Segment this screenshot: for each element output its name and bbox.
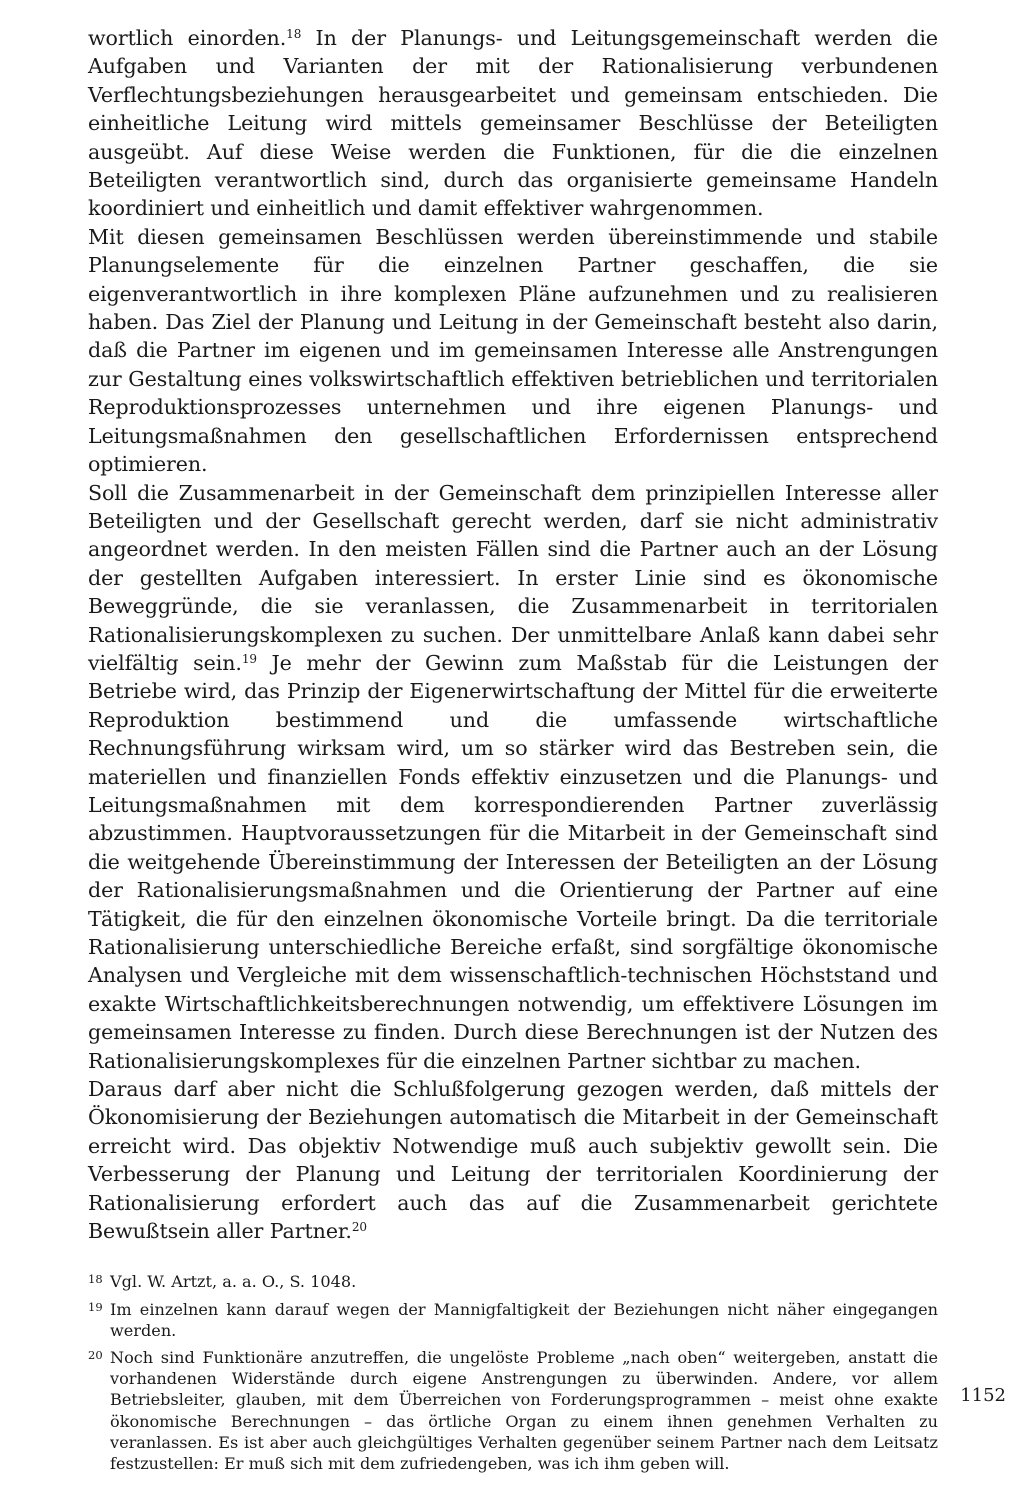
footnote-text: Im einzelnen kann darauf wegen der Mannigfaltigkeit der Beziehungen nicht näher eingegangen werden. [110,1299,938,1340]
footnotes [88,1271,938,1474]
paragraph-1 [88,24,938,223]
paragraph-3-text-b: Je mehr der Gewinn zum Maßstab für die Leistungen der Betriebe wird, das Prinzip der Eigenerwirtschaftung der Mittel für die erweiterte Reproduktion bestimmend und die umfassende wirtschaftliche Rechnungsführung wirksam wird, um so stärker wird das Bestreben sein, die materiellen und finanziellen Fonds effektiv einzusetzen und die Planungs- und Leitungsmaßnahmen mit dem korrespondierenden Partner zuverlässig abzustimmen. Hauptvoraussetzungen für die Mitarbeit in der Gemeinschaft sind die weitgehende Übereinstimmung der Interessen der Beteiligten an der Lösung der Rationalisierungsmaßnahmen und die Orientierung der Partner auf eine Tätigkeit, die für den einzelnen ökonomische Vorteile bringt. Da die territoriale Rationalisierung unterschiedliche Bereiche erfaßt, sind sorgfältige ökonomische Analysen und Vergleiche mit dem wissenschaftlich-technischen Höchststand und exakte Wirtschaftlichkeitsberechnungen notwendig, um effektivere Lösungen im gemeinsamen Interesse zu finden. Durch diese Berechnungen ist der Nutzen des Rationalisierungskomplexes für die einzelnen Partner sichtbar zu machen. [88,650,939,1073]
paragraph-3-text-a: Soll die Zusammenarbeit in der Gemeinschaft dem prinzipiellen Interesse aller Beteiligten und der Gesellschaft gerecht werden, darf sie nicht administrativ angeordnet werden. In den meisten Fällen sind die Partner auch an der Lösung der gestellten Aufgaben interessiert. In erster Linie sind es ökonomische Beweggründe, die sie veranlassen, die Zusammenarbeit in territorialen Rationalisierungskomplexen zu suchen. Der unmittelbare Anlaß kann dabei sehr vielfältig sein. [88,480,938,675]
body-text [88,24,938,1245]
page [88,24,938,1480]
footnote-ref-20: 20 [351,1220,367,1235]
paragraph-4-text: Daraus darf aber nicht die Schlußfolgerung gezogen werden, daß mittels der Ökonomisierung der Beziehungen automatisch die Mitarbeit in der Gemeinschaft erreicht wird. Das objektiv Notwendige muß auch subjektiv gewollt sein. Die Verbesserung der Planung und Leitung der territorialen Koordinierung der Rationalisierung erfordert auch das auf die Zusammenarbeit gerichtete Bewußtsein aller Partner. [88,1077,938,1244]
footnote-text: Noch sind Funktionäre anzutreffen, die ungelöste Probleme „nach oben“ weitergeben, anstatt die vorhandenen Widerstände durch eigene Anstrengungen zu überwinden. Andere, vor allem Betriebsleiter, glauben, mit dem Überreichen von Forderungsprogrammen – meist ohne exakte ökonomische Berechnungen – das örtliche Organ zu einem ihnen genehmen Verhalten zu veranlassen. Es ist aber auch gleichgültiges Verhalten gegenüber seinem Partner nach dem Leitsatz festzustellen: Er muß sich mit dem zufriedengeben, was ich ihm geben will. [110,1348,938,1474]
footnote-number: 20 [88,1348,103,1363]
footnote-18 [88,1271,938,1292]
footnote-ref-19: 19 [241,651,257,666]
paragraph-1-text-b: In der Planungs- und Leitungsgemeinschaft werden die Aufgaben und Varianten der mit der Rationalisierung verbundenen Verflechtungsbeziehungen herausgearbeitet und gemeinsam entschieden. Die einheitliche Leitung wird mittels gemeinsamer Beschlüsse der Beteiligten ausgeübt. Auf diese Weise werden die Funktionen, für die die einzelnen Beteiligten verantwortlich sind, durch das organisierte gemeinsame Handeln koordiniert und einheitlich und damit effektiver wahrgenommen. [88,26,938,221]
page-number: 1152 [960,1385,1006,1406]
footnote-ref-18: 18 [286,27,302,41]
paragraph-3 [88,479,938,1076]
footnote-text: Vgl. W. Artzt, a. a. O., S. 1048. [110,1272,357,1292]
footnote-number: 19 [88,1299,103,1314]
footnote-20 [88,1347,938,1474]
paragraph-1-text-a: wortlich einorden. [88,26,287,50]
paragraph-4 [88,1075,938,1245]
paragraph-2: Mit diesen gemeinsamen Beschlüssen werden übereinstimmende und stabile Planungselemente für die einzelnen Partner geschaffen, die sie eigenverantwortlich in ihre komplexen Pläne aufzunehmen und zu realisieren haben. Das Ziel der Planung und Leitung in der Gemeinschaft besteht also darin, daß die Partner im eigenen und im gemeinsamen Interesse alle Anstrengungen zur Gestaltung eines volkswirtschaftlich effektiven betrieblichen und territorialen Reproduktionsprozesses unternehmen und ihre eigenen Planungs- und Leitungsmaßnahmen den gesellschaftlichen Erfordernissen entsprechend optimieren. [88,224,938,477]
footnote-number: 18 [88,1272,103,1287]
footnote-19 [88,1299,938,1341]
